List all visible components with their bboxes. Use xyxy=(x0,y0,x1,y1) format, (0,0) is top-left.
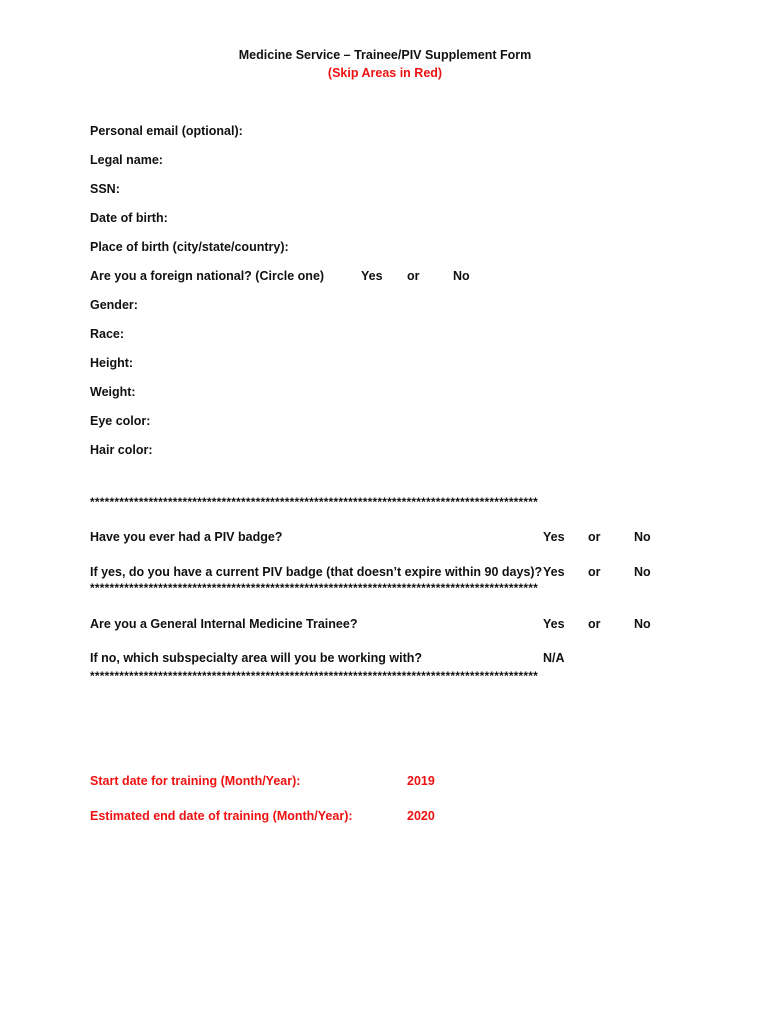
current-piv-yes-option[interactable]: Yes xyxy=(543,565,565,579)
start-date-value[interactable]: 2019 xyxy=(407,774,435,788)
gim-trainee-question: Are you a General Internal Medicine Trainee? xyxy=(90,617,358,631)
current-piv-or-text: or xyxy=(588,565,601,579)
end-date-label: Estimated end date of training (Month/Year): xyxy=(90,809,353,823)
height-label: Height: xyxy=(90,356,134,370)
gim-no-option[interactable]: No xyxy=(634,617,651,631)
current-piv-no-option[interactable]: No xyxy=(634,565,651,579)
gender-label: Gender: xyxy=(90,298,138,312)
weight-label: Weight: xyxy=(90,385,136,399)
separator-1: ******************************************************************************************** xyxy=(90,496,539,508)
end-date-value[interactable]: 2020 xyxy=(407,809,435,823)
foreign-national-question: Are you a foreign national? (Circle one) xyxy=(90,269,325,283)
piv-badge-question: Have you ever had a PIV badge? xyxy=(90,530,283,544)
pob-label: Place of birth (city/state/country): xyxy=(90,240,289,254)
legal-name-label: Legal name: xyxy=(90,153,163,167)
separator-3: ******************************************************************************************** xyxy=(90,670,539,682)
foreign-or-text: or xyxy=(407,269,420,283)
form-title: Medicine Service – Trainee/PIV Supplement Form xyxy=(238,48,532,62)
race-label: Race: xyxy=(90,327,125,341)
current-piv-question: If yes, do you have a current PIV badge (that doesn’t expire within 90 days)? xyxy=(90,565,543,579)
hair-color-label: Hair color: xyxy=(90,443,153,457)
dob-label: Date of birth: xyxy=(90,211,168,225)
email-label: Personal email (optional): xyxy=(90,124,243,138)
piv-badge-or-text: or xyxy=(588,530,601,544)
gim-yes-option[interactable]: Yes xyxy=(543,617,565,631)
gim-or-text: or xyxy=(588,617,601,631)
ssn-label: SSN: xyxy=(90,182,120,196)
piv-badge-no-option[interactable]: No xyxy=(634,530,651,544)
subspecialty-question: If no, which subspecialty area will you be working with? xyxy=(90,651,423,665)
piv-badge-yes-option[interactable]: Yes xyxy=(543,530,565,544)
foreign-no-option[interactable]: No xyxy=(453,269,470,283)
subspecialty-answer[interactable]: N/A xyxy=(543,651,565,665)
separator-2: ******************************************************************************************** xyxy=(90,582,539,594)
form-subtitle: (Skip Areas in Red) xyxy=(327,66,443,80)
eye-color-label: Eye color: xyxy=(90,414,151,428)
foreign-yes-option[interactable]: Yes xyxy=(361,269,383,283)
start-date-label: Start date for training (Month/Year): xyxy=(90,774,301,788)
